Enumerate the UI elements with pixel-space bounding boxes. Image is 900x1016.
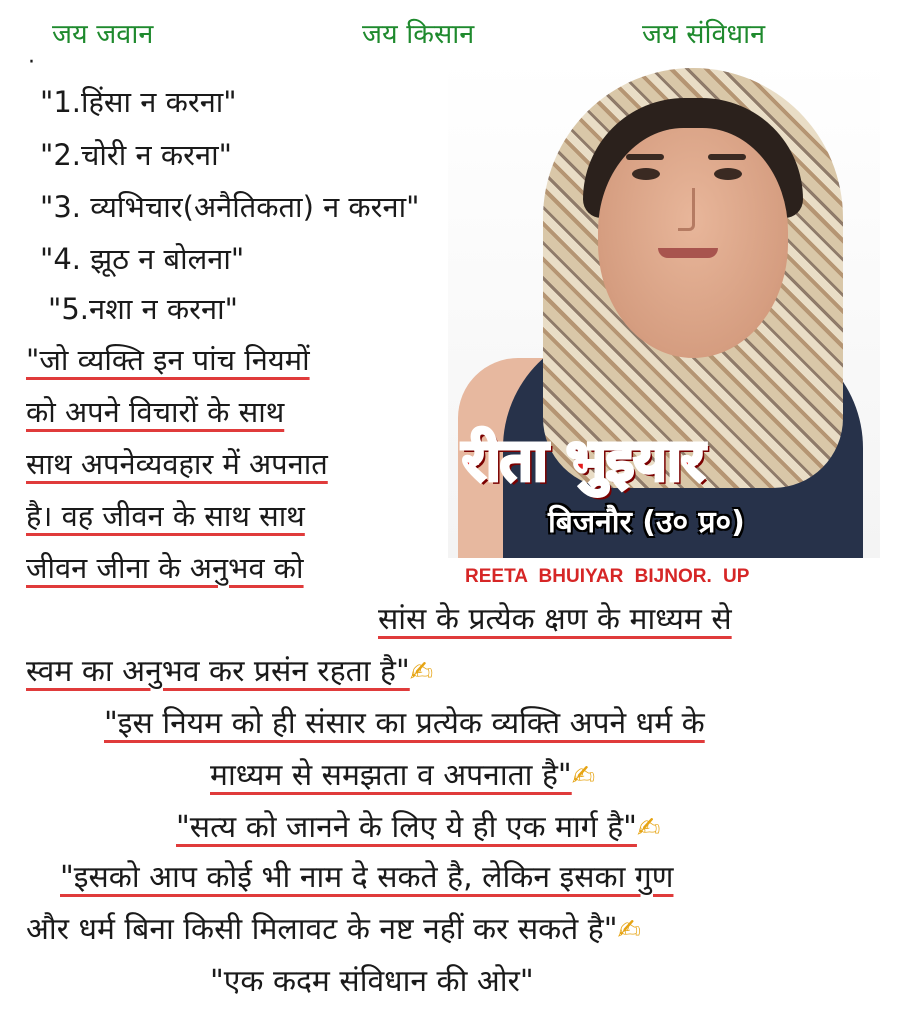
paragraph-line <box>176 808 660 848</box>
paragraph-line: साथ अपनेव्यवहार में अपनात <box>26 447 328 481</box>
paragraph-line <box>26 652 433 692</box>
paragraph-text: और धर्म बिना किसी मिलावट के नष्ट नहीं कर सकते है" <box>26 912 618 947</box>
paragraph-text: स्वम का अनुभव कर प्रसंन रहता है" <box>26 654 410 689</box>
paragraph-line: सांस के प्रत्येक क्षण के माध्यम से <box>378 602 732 637</box>
paragraph-line: "इसको आप कोई भी नाम दे सकते है, लेकिन इसका गुण <box>60 860 674 895</box>
slogan-jai-kisan: जय किसान <box>362 19 475 50</box>
paragraph-line <box>210 756 595 796</box>
rule-5: "5.नशा न करना" <box>48 292 238 326</box>
paragraph-line: जीवन जीना के अनुभव को <box>26 551 304 585</box>
paragraph-line: "जो व्यक्ति इन पांच नियमों <box>26 343 310 377</box>
rule-3: "3. व्यभिचार(अनैतिकता) न करना" <box>40 190 420 224</box>
profile-name-english: REETA BHUIYAR BIJNOR. UP <box>465 566 750 587</box>
profile-place-hindi: बिजनौर (उ० प्र०) <box>548 505 745 540</box>
paragraph-line: "इस नियम को ही संसार का प्रत्येक व्यक्ति अपने धर्म के <box>104 706 705 741</box>
rule-2: "2.चोरी न करना" <box>40 138 232 172</box>
closing-slogan: "एक कदम संविधान की ओर" <box>210 964 534 999</box>
writing-hand-icon: ✍ <box>636 811 661 844</box>
writing-hand-icon: ✍ <box>617 913 641 946</box>
paragraph-text: माध्यम से समझता व अपनाता है" <box>210 758 572 793</box>
rule-4: "4. झूठ न बोलना" <box>40 242 245 276</box>
decorative-dot: · <box>28 50 35 75</box>
rule-1: "1.हिंसा न करना" <box>40 85 237 119</box>
slogan-jai-samvidhan: जय संविधान <box>642 19 766 50</box>
paragraph-text: "सत्य को जानने के लिए ये ही एक मार्ग है" <box>176 810 637 845</box>
paragraph-line <box>26 910 641 950</box>
paragraph-line: को अपने विचारों के साथ <box>26 395 285 429</box>
profile-name-hindi: रीता भुइयार <box>462 426 704 494</box>
slogan-jai-jawan: जय जवान <box>52 19 154 50</box>
writing-hand-icon: ✍ <box>409 655 434 688</box>
writing-hand-icon: ✍ <box>571 759 596 792</box>
paragraph-line: है। वह जीवन के साथ साथ <box>26 499 305 533</box>
